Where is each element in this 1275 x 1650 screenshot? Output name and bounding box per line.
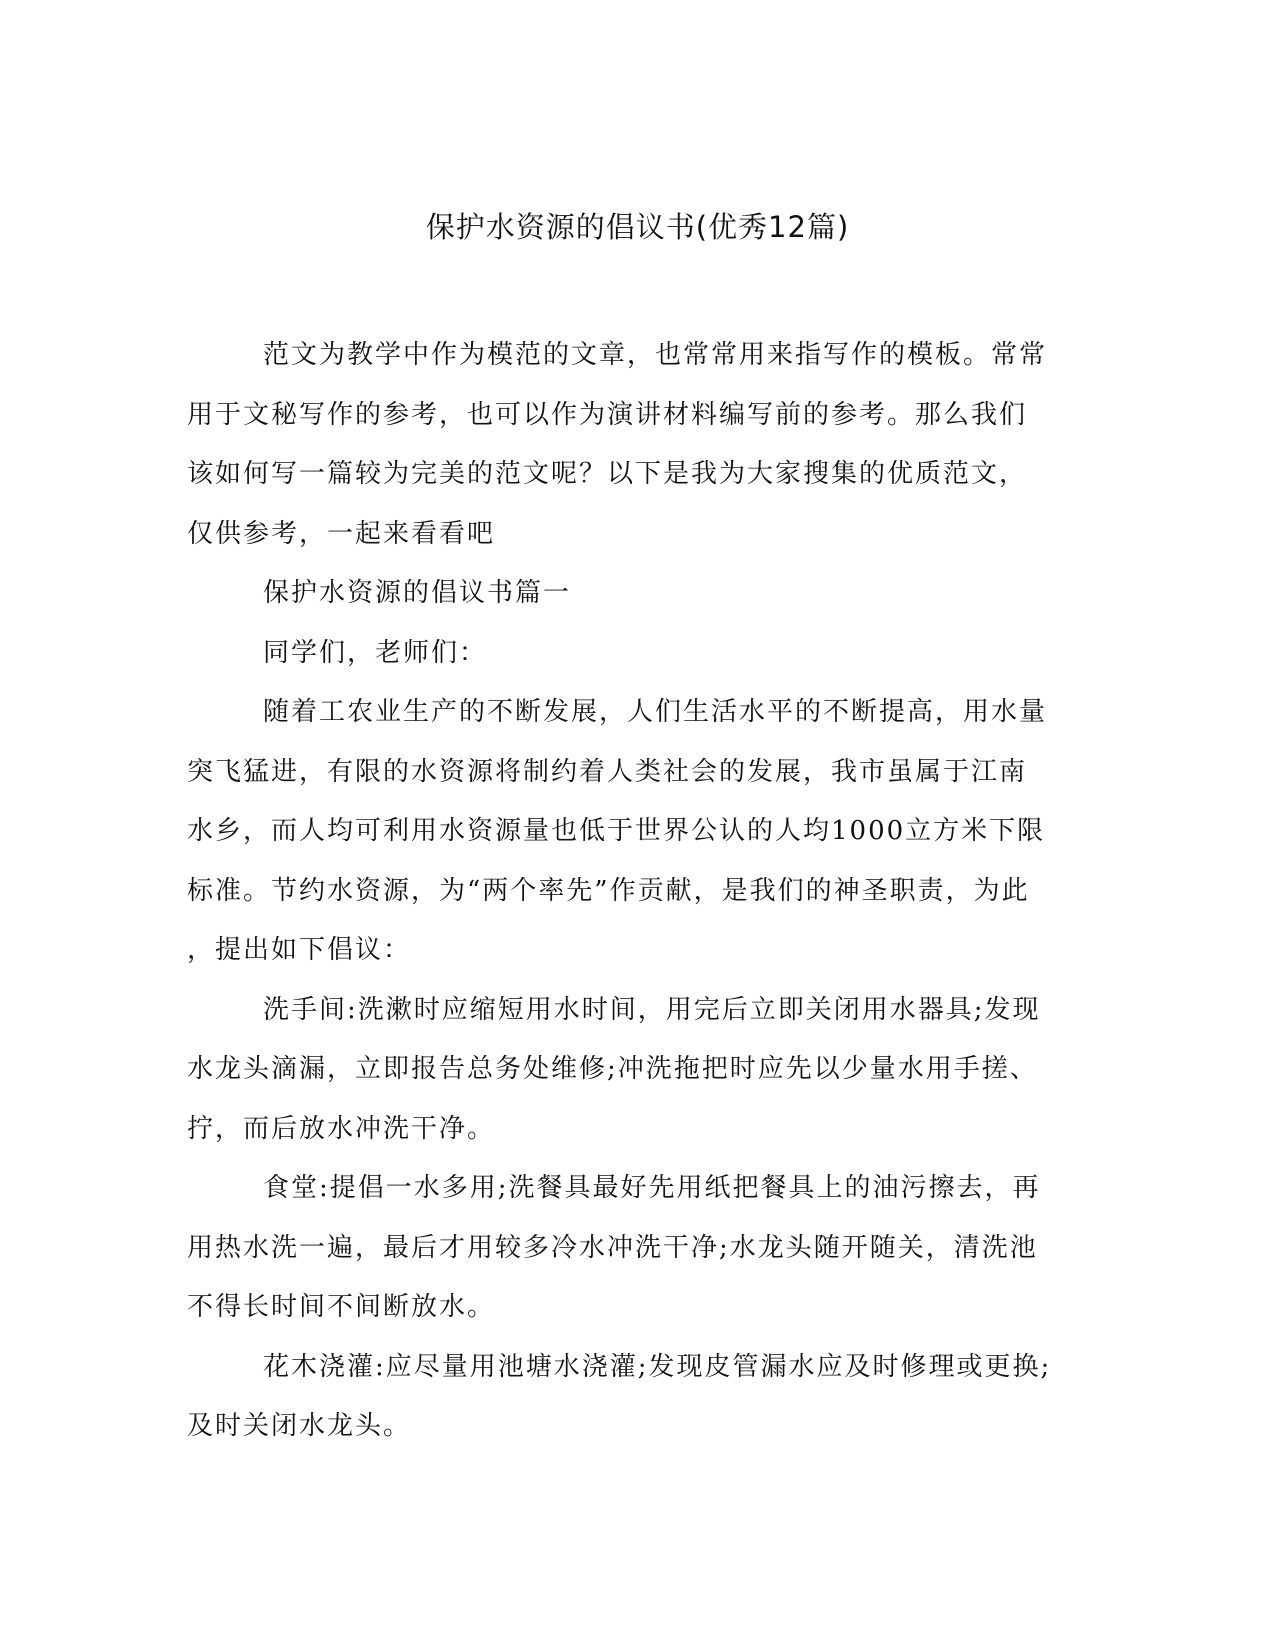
paragraph-background	[187, 683, 1067, 981]
paragraph-line: 花木浇灌:应尽量用池塘水浇灌;发现皮管漏水应及时修理或更换;	[263, 1351, 1052, 1382]
paragraph-line: 水乡，而人均可利用水资源量也低于世界公认的人均1000立方米下限	[187, 816, 1046, 846]
intro-line: 范文为教学中作为模范的文章，也常常用来指写作的模板。常常	[263, 340, 1048, 370]
paragraph-line: 水龙头滴漏，立即报告总务处维修;冲洗拖把时应先以少量水用手搓、	[187, 1054, 1038, 1084]
paragraph-line: 不得长时间不间断放水。	[187, 1292, 496, 1322]
intro-line: 用于文秘写作的参考，也可以作为演讲材料编写前的参考。那么我们	[187, 399, 1028, 430]
intro-paragraph	[187, 326, 1067, 564]
paragraph-line: 随着工农业生产的不断发展，人们生活水平的不断提高，用水量	[263, 697, 1048, 727]
paragraph-line: 洗手间:洗漱时应缩短用水时间，用完后立即关闭用水器具;发现	[263, 994, 1041, 1025]
paragraph-irrigation	[187, 1338, 1067, 1457]
paragraph-line: 标准。节约水资源，为“两个率先”作贡献，是我们的神圣职责，为此	[187, 875, 1030, 906]
paragraph-line: 用热水洗一遍，最后才用较多冷水冲洗干净;水龙头随开随关，清洗池	[187, 1232, 1038, 1263]
paragraph-line: 及时关闭水龙头。	[187, 1411, 412, 1441]
paragraph-line: 突飞猛进，有限的水资源将制约着人类社会的发展，我市虽属于江南	[187, 756, 1028, 787]
paragraph-line: ，提出如下倡议：	[187, 935, 412, 965]
salutation: 同学们，老师们：	[263, 637, 488, 668]
intro-line: 仅供参考，一起来看看吧	[187, 518, 496, 549]
paragraph-washroom	[187, 981, 1067, 1160]
paragraph-canteen	[187, 1159, 1067, 1338]
paragraph-line: 拧，而后放水冲洗干净。	[187, 1113, 496, 1144]
intro-line: 该如何写一篇较为完美的范文呢？以下是我为大家搜集的优质范文，	[187, 459, 1028, 489]
section-heading: 保护水资源的倡议书篇一	[263, 578, 572, 608]
document-body	[187, 326, 1067, 1457]
paragraph-line: 食堂:提倡一水多用;洗餐具最好先用纸把餐具上的油污擦去，再	[263, 1173, 1041, 1203]
document-title: 保护水资源的倡议书(优秀12篇)	[425, 210, 850, 244]
